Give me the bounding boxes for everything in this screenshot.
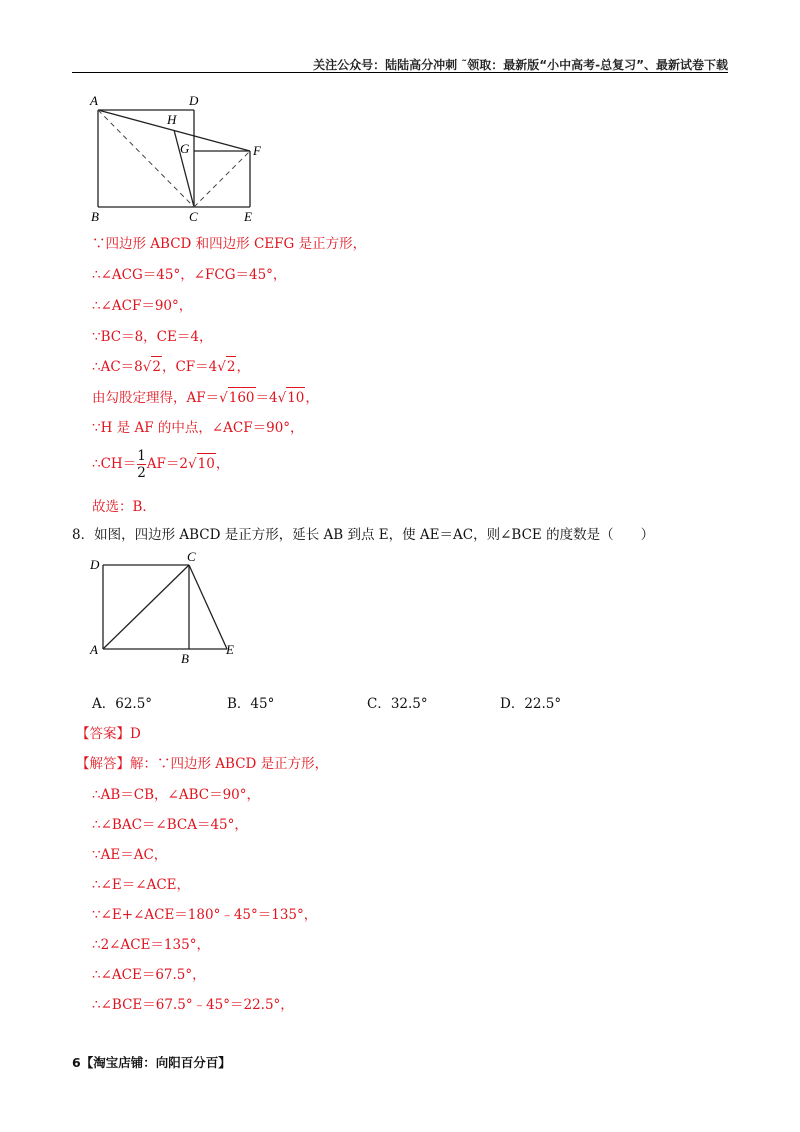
label-e: E — [244, 209, 252, 224]
label-d: D — [90, 557, 100, 572]
answer8-line7: ∴2∠ACE＝135°， — [92, 937, 210, 953]
solution7-line5-radicand1: 2 — [151, 356, 162, 377]
answer8-line9: ∴∠BCE＝67.5°﹣45°＝22.5°， — [92, 997, 294, 1013]
solution7-line5 — [92, 356, 250, 377]
answer8-line1: 【解答】解：∵四边形 ABCD 是正方形， — [76, 756, 329, 772]
fraction-denominator: 2 — [137, 465, 146, 481]
label-g: G — [180, 141, 190, 156]
answer8-line4: ∵AE＝AC， — [92, 847, 168, 863]
solution7-line8 — [92, 448, 229, 481]
sqrt-symbol: √2 — [217, 356, 236, 377]
segment-ce — [189, 565, 227, 649]
solution7-line8-radicand: 10 — [197, 453, 216, 474]
solution7-line8-part3: ， — [215, 456, 230, 472]
label-b: B — [181, 651, 189, 666]
answer8-answer: 【答案】D — [76, 726, 141, 742]
label-e: E — [226, 642, 234, 657]
solution7-line4: ∵BC＝8，CE＝4， — [92, 329, 213, 345]
label-d: D — [189, 93, 199, 108]
solution7-line6-part3: ， — [305, 390, 319, 406]
option-b: B．45° — [227, 696, 275, 712]
segment-cf — [194, 151, 250, 207]
option-c: C．32.5° — [367, 696, 428, 712]
segment-ac — [103, 565, 189, 649]
option-a: A．62.5° — [92, 696, 153, 712]
label-c: C — [189, 209, 198, 224]
solution7-line9: 故选：B． — [92, 499, 156, 515]
segment-ac — [98, 110, 194, 207]
solution7-line6-radicand1: 160 — [228, 387, 256, 408]
solution7-line8-part1: ∴CH＝ — [92, 456, 137, 472]
solution7-line5-part2: ，CF＝4 — [161, 359, 218, 375]
answer8-line3: ∴∠BAC＝∠BCA＝45°， — [92, 817, 248, 833]
figure-squares-abcd-cefg — [86, 90, 276, 225]
sqrt-symbol: √10 — [278, 387, 306, 408]
answer8-line2: ∴AB＝CB，∠ABC＝90°， — [92, 787, 260, 803]
figure-square-abcd-point-e — [86, 548, 256, 666]
solution7-line1: ∵四边形 ABCD 和四边形 CEFG 是正方形， — [92, 236, 367, 252]
solution7-line5-radicand2: 2 — [226, 356, 237, 377]
solution7-line7: ∵H 是 AF 的中点，∠ACF＝90°， — [92, 420, 304, 436]
solution7-line2: ∴∠ACG＝45°，∠FCG＝45°， — [92, 267, 287, 283]
header-rule — [72, 72, 728, 73]
option-d: D．22.5° — [500, 696, 562, 712]
solution7-line5-part3: ， — [236, 359, 250, 375]
solution7-line3: ∴∠ACF＝90°， — [92, 298, 193, 314]
answer8-line8: ∴∠ACE＝67.5°， — [92, 967, 206, 983]
fraction-numerator: 1 — [137, 448, 146, 464]
answer8-line5: ∴∠E＝∠ACE， — [92, 877, 191, 893]
solution7-line8-part2: AF＝2 — [146, 456, 189, 472]
solution7-line6-part2: ＝4 — [255, 390, 278, 406]
page-header: 关注公众号：陆陆高分冲刺 ˜领取：最新版“小中高考-总复习”、最新试卷下载 — [313, 58, 728, 72]
label-c: C — [187, 549, 196, 564]
label-b: B — [91, 209, 99, 224]
question8-text: 8．如图，四边形 ABCD 是正方形，延长 AB 到点 E，使 AE＝AC，则∠BCE 的度数是（ ） — [72, 527, 655, 543]
sqrt-symbol: √160 — [219, 387, 255, 408]
label-a: A — [90, 93, 98, 108]
page-footer: 6【淘宝店铺：向阳百分百】 — [72, 1055, 231, 1070]
label-f: F — [253, 143, 261, 158]
solution7-line6-part1: 由勾股定理得，AF＝ — [92, 390, 220, 406]
solution7-line6 — [92, 387, 319, 408]
label-a: A — [90, 642, 98, 657]
fraction-one-half — [137, 448, 146, 481]
answer8-line6: ∵∠E+∠ACE＝180°﹣45°＝135°， — [92, 907, 318, 923]
sqrt-symbol: √10 — [188, 453, 216, 474]
sqrt-symbol: √2 — [143, 356, 162, 377]
solution7-line5-part1: ∴AC＝8 — [92, 359, 143, 375]
label-h: H — [167, 112, 177, 127]
solution7-line6-radicand2: 10 — [286, 387, 305, 408]
